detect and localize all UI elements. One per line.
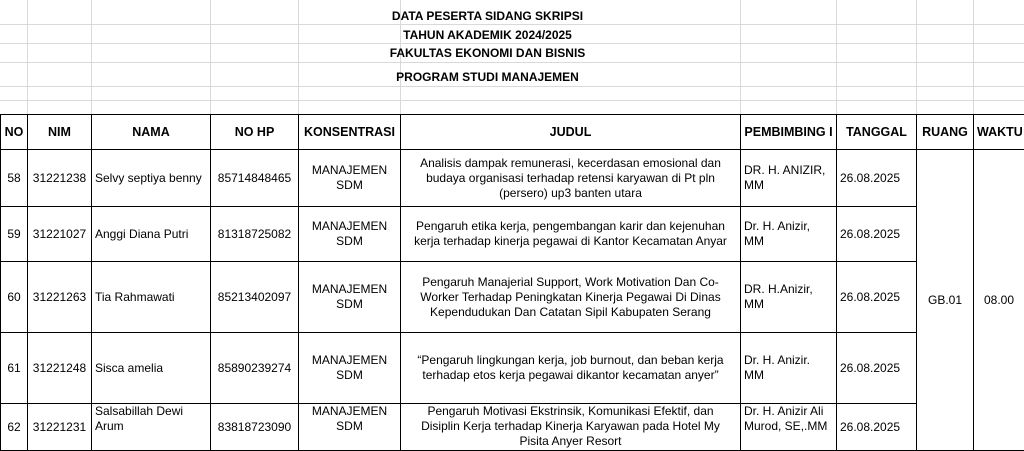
cell-konsentrasi[interactable]: MANAJEMEN SDM <box>299 207 401 262</box>
cell-konsentrasi[interactable]: MANAJEMEN SDM <box>299 333 401 404</box>
cell-nohp[interactable]: 85213402097 <box>211 262 299 333</box>
cell-nohp[interactable]: 81318725082 <box>211 207 299 262</box>
table-row <box>1 404 1024 451</box>
cell-nim[interactable]: 31221238 <box>28 150 92 207</box>
cell-pembimbing[interactable]: DR. H.Anizir, MM <box>741 262 837 333</box>
cell-ruang[interactable]: GB.01 <box>917 150 974 451</box>
cell-tanggal[interactable]: 26.08.2025 <box>837 207 917 262</box>
cell-nim[interactable]: 31221231 <box>28 404 92 451</box>
sheet-title: DATA PESERTA SIDANG SKRIPSI <box>391 9 584 23</box>
cell-nim[interactable]: 31221248 <box>28 333 92 404</box>
cell-waktu[interactable]: 08.00 <box>974 150 1024 451</box>
cell-pembimbing[interactable]: DR. H. ANIZIR, MM <box>741 150 837 207</box>
cell-pembimbing[interactable]: Dr. H. Anizir. MM <box>741 333 837 404</box>
cell-nama[interactable]: Tia Rahmawati <box>92 262 211 333</box>
study-program: PROGRAM STUDI MANAJEMEN <box>396 70 579 84</box>
col-header-ruang[interactable]: RUANG <box>917 115 974 150</box>
cell-tanggal[interactable]: 26.08.2025 <box>837 150 917 207</box>
cell-pembimbing[interactable]: Dr. H. Anizir, MM <box>741 207 837 262</box>
cell-tanggal[interactable]: 26.08.2025 <box>837 333 917 404</box>
col-header-nama[interactable]: NAMA <box>92 115 211 150</box>
col-header-konsentrasi[interactable]: KONSENTRASI <box>299 115 401 150</box>
cell-konsentrasi[interactable]: MANAJEMEN SDM <box>299 262 401 333</box>
cell-nama[interactable]: Salsabillah Dewi Arum <box>92 404 211 451</box>
cell-no[interactable]: 62 <box>1 404 28 451</box>
col-header-pembimbing[interactable]: PEMBIMBING I <box>741 115 837 150</box>
cell-judul[interactable]: Pengaruh Motivasi Ekstrinsik, Komunikasi Efektif, dan Disiplin Kerja terhadap Kinerja Karyawan pada Hotel My Pisita Anyer Resort <box>401 404 741 451</box>
cell-nohp[interactable]: 85714848465 <box>211 150 299 207</box>
cell-nohp[interactable]: 83818723090 <box>211 404 299 451</box>
cell-konsentrasi[interactable]: MANAJEMEN SDM <box>299 150 401 207</box>
faculty-name: FAKULTAS EKONOMI DAN BISNIS <box>389 46 586 60</box>
table-row <box>1 333 1024 404</box>
cell-no[interactable]: 60 <box>1 262 28 333</box>
table-row <box>1 207 1024 262</box>
cell-judul[interactable]: Analisis dampak remunerasi, kecerdasan emosional dan budaya organisasi terhadap retensi karyawan di Pt pln (persero) up3 banten utara <box>401 150 741 207</box>
cell-no[interactable]: 59 <box>1 207 28 262</box>
cell-judul[interactable]: Pengaruh etika kerja, pengembangan karir dan kejenuhan kerja terhadap kinerja pegawai di Kantor Kecamatan Anyar <box>401 207 741 262</box>
cell-tanggal[interactable]: 26.08.2025 <box>837 262 917 333</box>
cell-pembimbing[interactable]: Dr. H. Anizir Ali Murod, SE,.MM <box>741 404 837 451</box>
cell-judul[interactable]: “Pengaruh lingkungan kerja, job burnout, dan beban kerja terhadap etos kerja pegawai dikantor kecamatan anyer” <box>401 333 741 404</box>
cell-nim[interactable]: 31221027 <box>28 207 92 262</box>
cell-nim[interactable]: 31221263 <box>28 262 92 333</box>
cell-tanggal[interactable]: 26.08.2025 <box>837 404 917 451</box>
cell-konsentrasi[interactable]: MANAJEMEN SDM <box>299 404 401 451</box>
cell-nohp[interactable]: 85890239274 <box>211 333 299 404</box>
col-header-nim[interactable]: NIM <box>28 115 92 150</box>
participants-table <box>0 114 1024 451</box>
cell-nama[interactable]: Sisca amelia <box>92 333 211 404</box>
col-header-no[interactable]: NO <box>1 115 28 150</box>
table-header-row <box>1 115 1024 150</box>
cell-nama[interactable]: Selvy septiya benny <box>92 150 211 207</box>
academic-year: TAHUN AKADEMIK 2024/2025 <box>403 28 572 42</box>
table-row <box>1 150 1024 207</box>
cell-judul[interactable]: Pengaruh Manajerial Support, Work Motivation Dan Co-Worker Terhadap Peningkatan Kinerja Pegawai Di Dinas Kependudukan Dan Catatan Sipil Kabupaten Serang <box>401 262 741 333</box>
col-header-waktu[interactable]: WAKTU <box>974 115 1024 150</box>
cell-no[interactable]: 61 <box>1 333 28 404</box>
col-header-nohp[interactable]: NO HP <box>211 115 299 150</box>
col-header-tanggal[interactable]: TANGGAL <box>837 115 917 150</box>
cell-nama[interactable]: Anggi Diana Putri <box>92 207 211 262</box>
table-row <box>1 262 1024 333</box>
col-header-judul[interactable]: JUDUL <box>401 115 741 150</box>
cell-no[interactable]: 58 <box>1 150 28 207</box>
